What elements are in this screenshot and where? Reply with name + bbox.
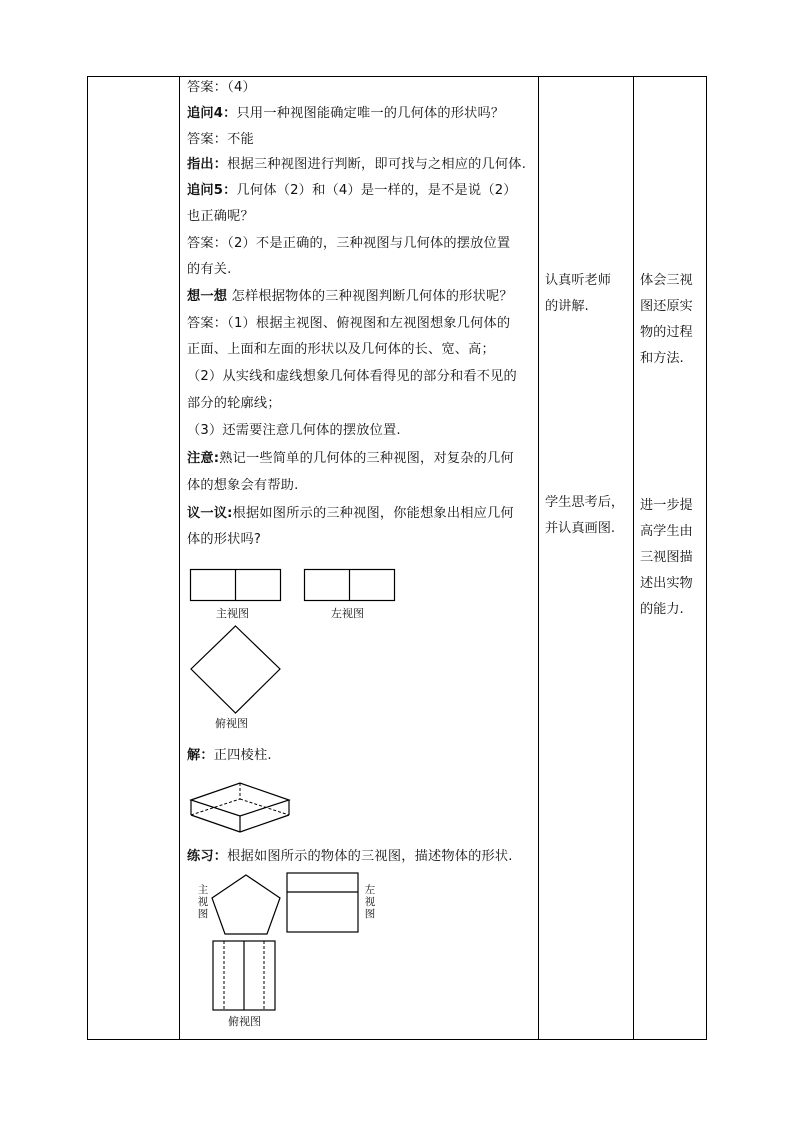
content-line [187,419,401,443]
front-view-figure [190,569,282,603]
front-view-caption: 主视图 [216,607,249,620]
design-intent-1: 体会三视 图还原实 物的过程 和方法. [640,273,693,366]
content-line [187,128,254,152]
line-text: 答案：（4） [187,80,256,95]
lesson-table [87,76,707,1040]
content-line [187,258,232,282]
student-activity-2: 学生思考后， 并认真画图. [545,495,625,536]
line-text: 答案：不能 [187,132,254,147]
line-text: 答案：（1）根据主视图、俯视图和左视图想象几何体的 [187,316,511,331]
line-text: 的有关. [187,262,232,277]
pentagon-front-view-figure [210,874,282,936]
line-label: 想一想 [187,289,228,304]
design-intent-2: 进一步提 高学生由 三视图描 述出实物 的能力. [640,498,693,617]
line-text: 熟记一些简单的几何体的三种视图，对复杂的几何 [219,451,514,466]
content-line [187,102,504,126]
line-label: 追问4： [187,106,237,121]
line-text: 根据如图所示的三种视图，你能想象出相应几何 [232,506,514,521]
exercise-line: 练习：根据如图所示的物体的三视图，描述物体的形状. [187,849,513,864]
content-line [187,205,254,229]
content-line [187,447,514,471]
line-text: 体的形状吗? [187,532,262,547]
content-line [187,285,513,309]
content-line [187,365,517,389]
column-divider [538,76,539,1040]
line-text: （2）从实线和虚线想象几何体看得见的部分和看不见的 [187,369,517,384]
column-divider [633,76,634,1040]
front-view-caption-vertical: 主 视 图 [197,884,209,920]
line-text: 体的想象会有帮助. [187,478,299,493]
striped-top-view-figure [212,940,276,1012]
left-view-figure [304,569,396,603]
line-text: 几何体（2）和（4）是一样的，是不是说（2） [236,183,517,198]
line-label: 注意: [187,451,220,466]
line-text: 也正确呢？ [187,209,254,224]
student-activity-1: 认真听老师 的讲解. [545,273,611,314]
content-line [187,392,281,416]
content-line [187,338,495,362]
line-label: 指出： [187,157,228,172]
top-view-caption: 俯视图 [215,717,248,730]
content-line [187,76,256,100]
content-line [187,528,261,552]
rectangle-left-view-figure [286,872,360,934]
top-view-caption-2: 俯视图 [228,1015,261,1028]
line-text: 正面、上面和左面的形状以及几何体的长、宽、高； [187,342,495,357]
content-line [187,232,510,256]
line-text: 根据三种视图进行判断，即可找与之相应的几何体. [227,157,527,172]
top-view-figure [190,625,282,715]
left-view-caption: 左视图 [331,607,364,620]
line-label: 议一议: [187,506,233,521]
square-prism-figure [190,782,292,834]
left-view-caption-vertical: 左 视 图 [364,884,376,920]
line-text: 只用一种视图能确定唯一的几何体的形状吗？ [236,106,505,121]
content-line [187,502,514,526]
content-line [187,179,517,203]
content-line [187,153,526,177]
line-text: （3）还需要注意几何体的摆放位置. [187,423,401,438]
solution-line: 解：正四棱柱. [187,748,272,763]
content-line [187,474,299,498]
column-divider [179,76,180,1040]
line-text: 部分的轮廓线； [187,396,281,411]
content-line [187,312,510,336]
line-text: 答案：（2）不是正确的，三种视图与几何体的摆放位置 [187,236,511,251]
line-text: 怎样根据物体的三种视图判断几何体的形状呢？ [231,289,513,304]
line-label: 追问5： [187,183,237,198]
